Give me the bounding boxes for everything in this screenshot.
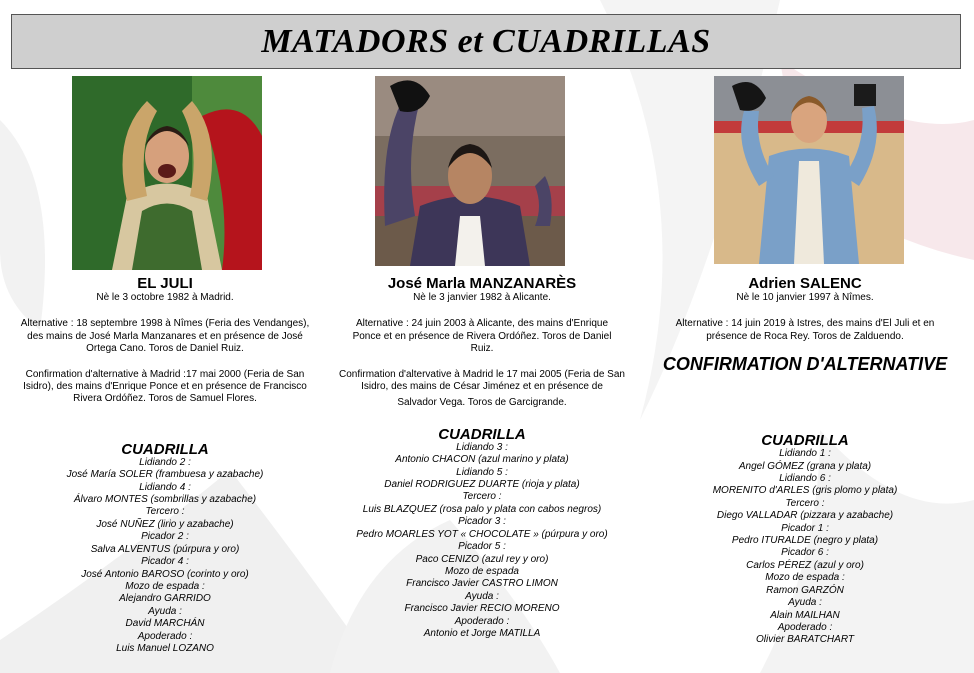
cuadrilla-member: Salva ALVENTUS (púrpura y oro)	[90, 543, 240, 555]
cuadrilla-role: Tercero :	[462, 491, 502, 503]
cuadrilla-member: Luis Manuel LOZANO	[116, 642, 214, 654]
cuadrilla-member: Pedro MOARLES YOT « CHOCOLATE » (púrpura y oro)	[356, 528, 608, 540]
matador-confirmation: Confirmation d'altervative à Madrid le 17 mai 2005 (Feria de San Isidro, des mains de César Jiménez et en présence de	[339, 368, 625, 393]
cuadrilla-role: Mozo de espada	[445, 565, 519, 577]
cuadrilla-role: Apoderado :	[137, 630, 193, 642]
matador-birth: Nè le 3 octobre 1982 à Madrid.	[96, 292, 234, 303]
cuadrilla-title: CUADRILLA	[761, 432, 849, 450]
matador-confirmation: Confirmation d'alternative à Madrid :17 mai 2000 (Feria de San Isidro), des mains d'Enrique Ponce et en présence de Francisco Rivera Ordóñez. Toros de Samuel Flores.	[23, 368, 307, 405]
cuadrilla-role: Lidiando 1 :	[779, 448, 831, 460]
cuadrilla-member: José NUÑEZ (lirio y azabache)	[96, 518, 234, 530]
matador-confirmation-continued: Salvador Vega. Toros de Garcigrande.	[397, 397, 567, 409]
cuadrilla-role: Picador 2 :	[141, 531, 189, 543]
matador-column-manzanares	[322, 276, 642, 640]
cuadrilla-role: Ayuda :	[788, 597, 822, 609]
matador-alternative: Alternative : 14 juin 2019 à Istres, des mains d'El Juli et en présence de Roca Rey. Toros de Zalduendo.	[675, 318, 935, 342]
matador-name: EL JULI	[137, 275, 193, 292]
cuadrilla-role: Lidiando 5 :	[456, 466, 508, 478]
cuadrilla-member: Olivier BARATCHART	[756, 634, 854, 646]
cuadrilla-member: Luis BLAZQUEZ (rosa palo y plata con cabos negros)	[362, 503, 602, 515]
matador-column-salenc	[645, 276, 965, 647]
cuadrilla-title: CUADRILLA	[438, 425, 526, 443]
cuadrilla-role: Picador 6 :	[781, 547, 829, 559]
cuadrilla-role: Mozo de espada :	[765, 572, 845, 584]
cuadrilla-title: CUADRILLA	[121, 440, 209, 458]
cuadrilla-member: Paco CENIZO (azul rey y oro)	[415, 553, 549, 565]
cuadrilla-role: Tercero :	[145, 506, 185, 518]
cuadrilla-role: Mozo de espada :	[125, 580, 205, 592]
matador-alternative: Alternative : 18 septembre 1998 à Nîmes (Feria des Vendanges), des mains de José Marla Manzanares et en présence de José Ortega Cano. Toros de Daniel Ruiz.	[20, 318, 310, 355]
cuadrilla-role: Lidiando 2 :	[139, 456, 191, 468]
matador-alternative: Alternative : 24 juin 2003 à Alicante, des mains d'Enrique Ponce et en présence de Rivera Ordóñez. Toros de Daniel Ruiz.	[352, 318, 612, 355]
matador-birth: Nè le 10 janvier 1997 à Nîmes.	[736, 292, 874, 303]
matador-name: José Marla MANZANARÈS	[387, 275, 577, 292]
cuadrilla-member: José María SOLER (frambuesa y azabache)	[66, 469, 264, 481]
cuadrilla-role: Lidiando 3 :	[456, 441, 508, 453]
cuadrilla-role: Picador 1 :	[781, 522, 829, 534]
matador-birth: Nè le 3 janvier 1982 à Alicante.	[413, 292, 551, 303]
matador-photo-salenc	[714, 76, 904, 264]
cuadrilla-member: Francisco Javier CASTRO LIMON	[406, 578, 558, 590]
cuadrilla-member: Daniel RODRIGUEZ DUARTE (rioja y plata)	[384, 479, 580, 491]
cuadrilla-role: Ayuda :	[465, 590, 499, 602]
cuadrilla-role: Ayuda :	[148, 605, 182, 617]
page-title-box	[11, 14, 961, 69]
cuadrilla-list	[322, 442, 642, 641]
page-title: MATADORS et CUADRILLAS	[261, 22, 711, 60]
cuadrilla-member: MORENITO d'ARLES (gris plomo y plata)	[712, 485, 898, 497]
cuadrilla-member: Antonio CHACON (azul marino y plata)	[395, 454, 569, 466]
cuadrilla-role: Picador 4 :	[141, 556, 189, 568]
cuadrilla-member: Diego VALLADAR (pizzara y azabache)	[716, 510, 894, 522]
cuadrilla-member: Alain MAILHAN	[770, 609, 840, 621]
cuadrilla-role: Picador 5 :	[458, 541, 506, 553]
cuadrilla-member: Álvaro MONTES (sombrillas y azabache)	[73, 494, 257, 506]
cuadrilla-member: Francisco Javier RECIO MORENO	[404, 603, 560, 615]
cuadrilla-member: Alejandro GARRIDO	[119, 593, 211, 605]
cuadrilla-role: Apoderado :	[777, 621, 833, 633]
cuadrilla-list	[5, 457, 325, 656]
confirmation-title: CONFIRMATION D'ALTERNATIVE	[662, 354, 948, 375]
cuadrilla-member: José Antonio BAROSO (corinto y oro)	[81, 568, 249, 580]
cuadrilla-member: Pedro ITURALDE (negro y plata)	[731, 535, 879, 547]
cuadrilla-role: Apoderado :	[454, 615, 510, 627]
cuadrilla-role: Lidiando 6 :	[779, 473, 831, 485]
matador-column-el-juli	[5, 276, 325, 655]
matador-name: Adrien SALENC	[748, 275, 862, 292]
cuadrilla-list	[645, 448, 965, 647]
cuadrilla-member: Ramon GARZÓN	[766, 584, 844, 596]
cuadrilla-member: Carlos PÉREZ (azul y oro)	[746, 559, 864, 571]
cuadrilla-role: Tercero :	[785, 497, 825, 509]
cuadrilla-member: David MARCHÁN	[125, 618, 205, 630]
matador-photo-manzanares	[375, 76, 565, 266]
cuadrilla-role: Picador 3 :	[458, 516, 506, 528]
cuadrilla-member: Antonio et Jorge MATILLA	[423, 627, 541, 639]
matador-photo-el-juli	[72, 76, 262, 270]
cuadrilla-role: Lidiando 4 :	[139, 481, 191, 493]
cuadrilla-member: Angel GÓMEZ (grana y plata)	[738, 460, 872, 472]
